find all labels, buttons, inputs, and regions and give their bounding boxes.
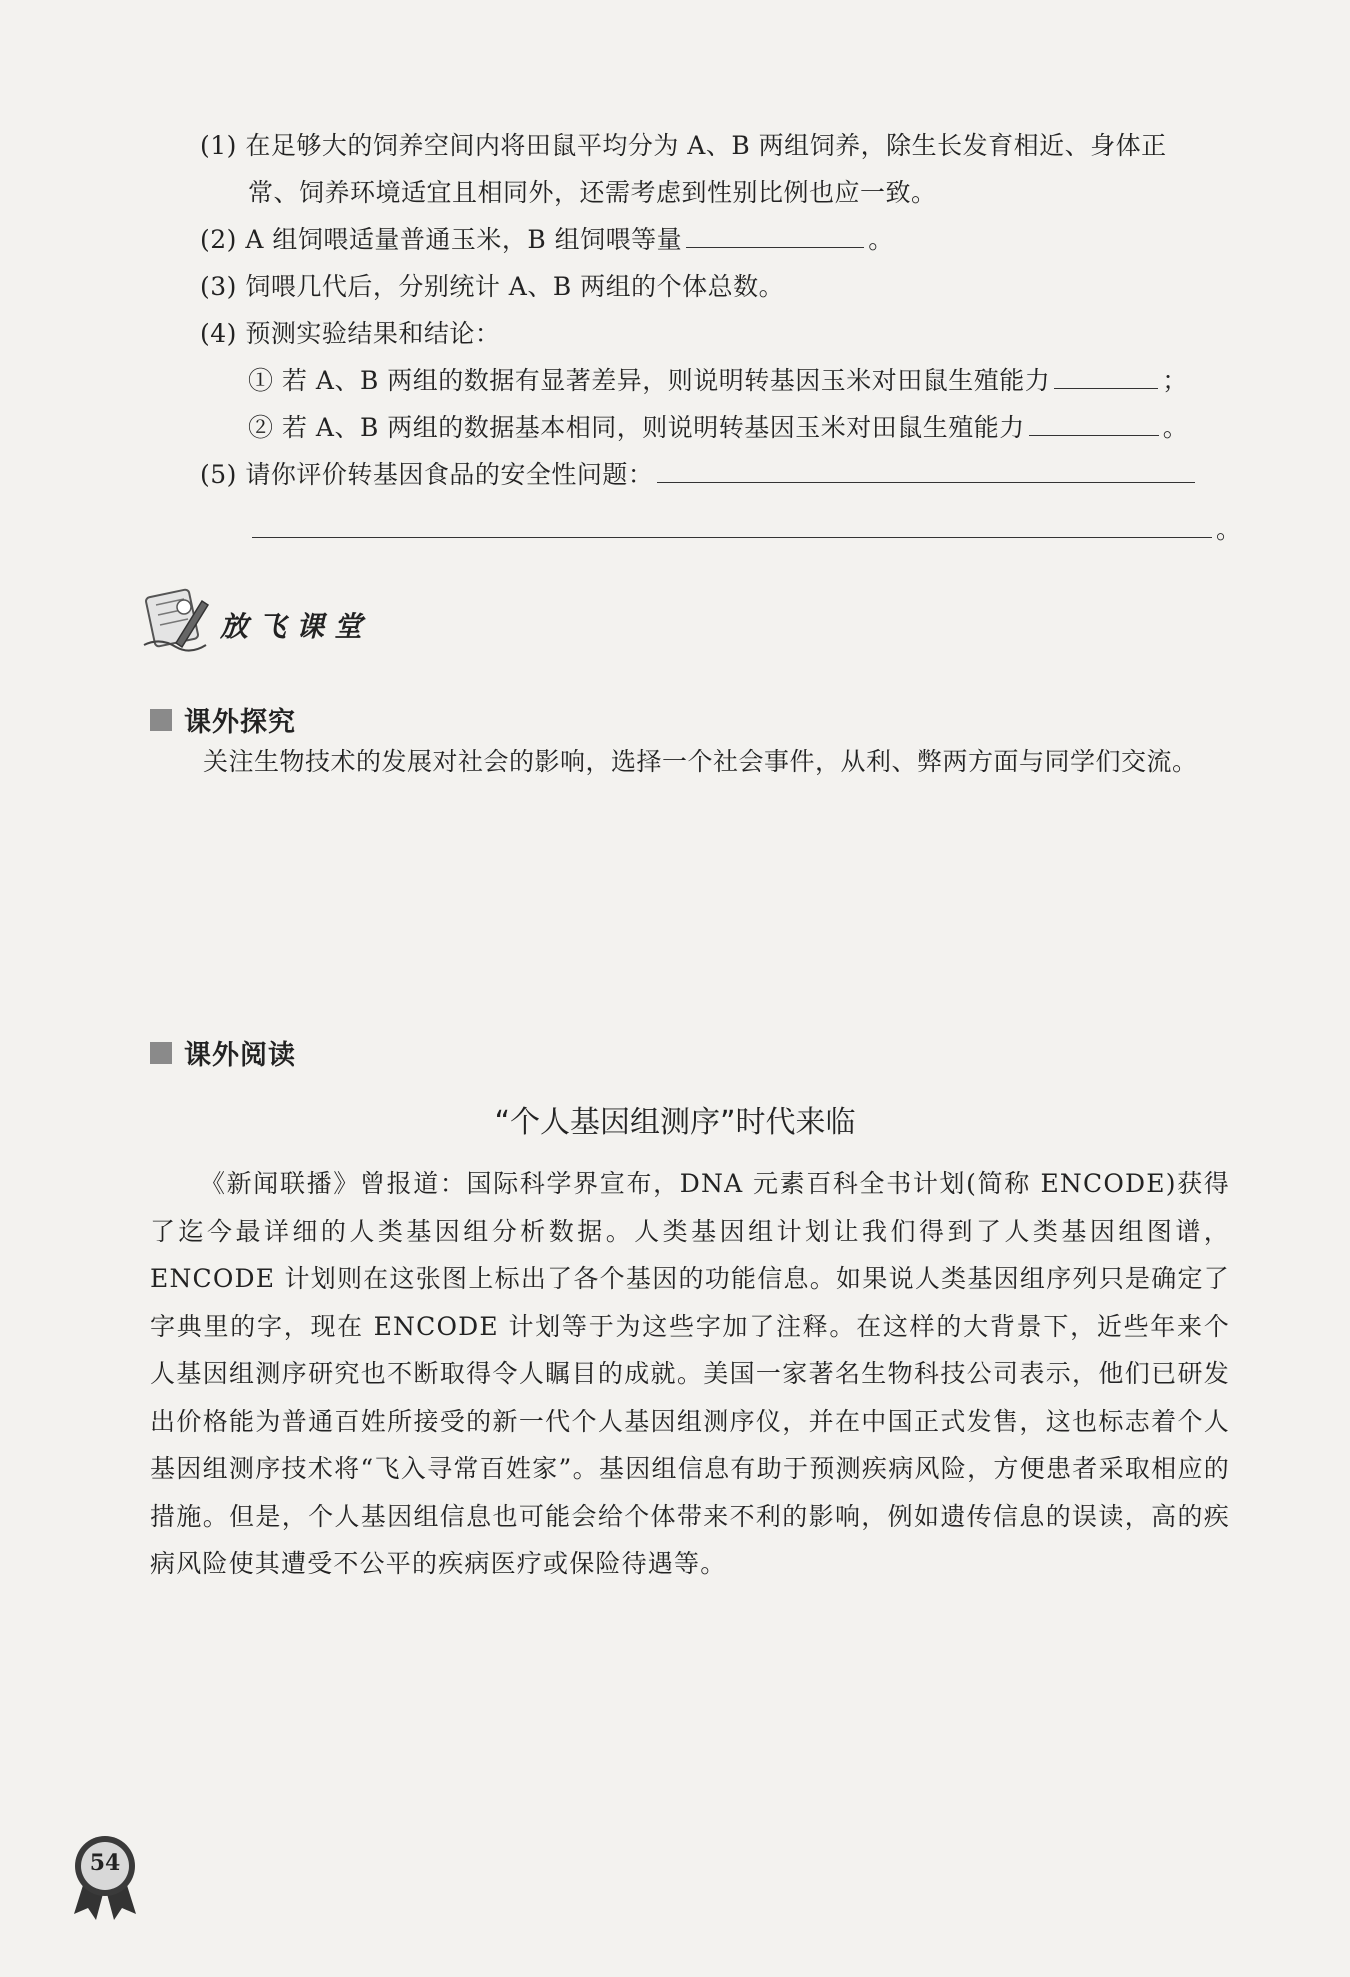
question-1-line-2: 常、饲养环境适宜且相同外，还需考虑到性别比例也应一致。 <box>248 178 937 207</box>
question-4-case-a <box>248 363 1188 399</box>
question-2-text: (2) A 组饲喂适量普通玉米，B 组饲喂等量 <box>200 225 683 254</box>
section-square-icon <box>150 1042 172 1064</box>
question-4-case-a-text: ① 若 A、B 两组的数据有显著差异，则说明转基因玉米对田鼠生殖能力 <box>248 366 1051 395</box>
question-5 <box>200 457 1199 493</box>
question-2-end: 。 <box>868 225 894 254</box>
question-1-line-1: (1) 在足够大的饲养空间内将田鼠平均分为 A、B 两组饲养，除生长发育相近、身体正 <box>200 131 1167 160</box>
section-heading-reading-text: 课外阅读 <box>184 1040 296 1071</box>
answer-blank-q5-line-2[interactable] <box>252 513 1212 538</box>
article-title: “个人基因组测序”时代来临 <box>494 1105 856 1140</box>
article-paragraph: 《新闻联播》曾报道：国际科学界宣布，DNA 元素百科全书计划(简称 ENCODE)获得了迄今最详细的人类基因组分析数据。人类基因组计划让我们得到了人类基因组图谱，ENCODE 计划则在这张图上标出了各个基因的功能信息。如果说人类基因组序列只是确定了字典里的字，现在 ENCODE 计划等于为这些字加了注释。在这样的大背景下，近些年来个人基因组测序研究也不断取得令人瞩目的成就。美国一家著名生物科技公司表示，他们已研发出价格能为普通百姓所接受的新一代个人基因组测序仪，并在中国正式发售，这也标志着个人基因组测序技术将“飞入寻常百姓家”。基因组信息有助于预测疾病风险，方便患者采取相应的措施。但是，个人基因组信息也可能会给个体带来不利的影响，例如遗传信息的误读，高的疾病风险使其遭受不公平的疾病医疗或保险待遇等。 <box>150 1169 1230 1578</box>
question-5-line-2 <box>248 512 1242 548</box>
section-square-icon <box>150 709 172 731</box>
question-4-case-a-end: ； <box>1162 366 1188 395</box>
answer-blank-q5-line-1[interactable] <box>657 458 1195 483</box>
question-5-end: 。 <box>1216 515 1242 544</box>
section-heading-inquiry-text: 课外探究 <box>184 707 296 738</box>
question-4-case-b-text: ② 若 A、B 两组的数据基本相同，则说明转基因玉米对田鼠生殖能力 <box>248 413 1025 442</box>
question-2 <box>200 222 894 258</box>
answer-blank-q2[interactable] <box>686 223 864 248</box>
answer-blank-q4a[interactable] <box>1054 364 1158 389</box>
answer-blank-q4b[interactable] <box>1029 411 1159 436</box>
question-4-case-b-end: 。 <box>1162 413 1189 442</box>
question-4: (4) 预测实验结果和结论： <box>200 319 501 348</box>
question-3: (3) 饲喂几代后，分别统计 A、B 两组的个体总数。 <box>200 272 785 301</box>
question-4-case-b <box>248 410 1188 446</box>
question-5-text: (5) 请你评价转基因食品的安全性问题： <box>200 460 654 489</box>
article-body <box>150 1160 1230 1588</box>
section-heading-reading <box>150 1033 296 1072</box>
page-number: 54 <box>89 1850 121 1876</box>
banner-title: 放飞课堂 <box>220 610 373 643</box>
inquiry-text: 关注生物技术的发展对社会的影响，选择一个社会事件，从利、弊两方面与同学们交流。 <box>203 747 1198 776</box>
section-heading-inquiry <box>150 700 296 739</box>
